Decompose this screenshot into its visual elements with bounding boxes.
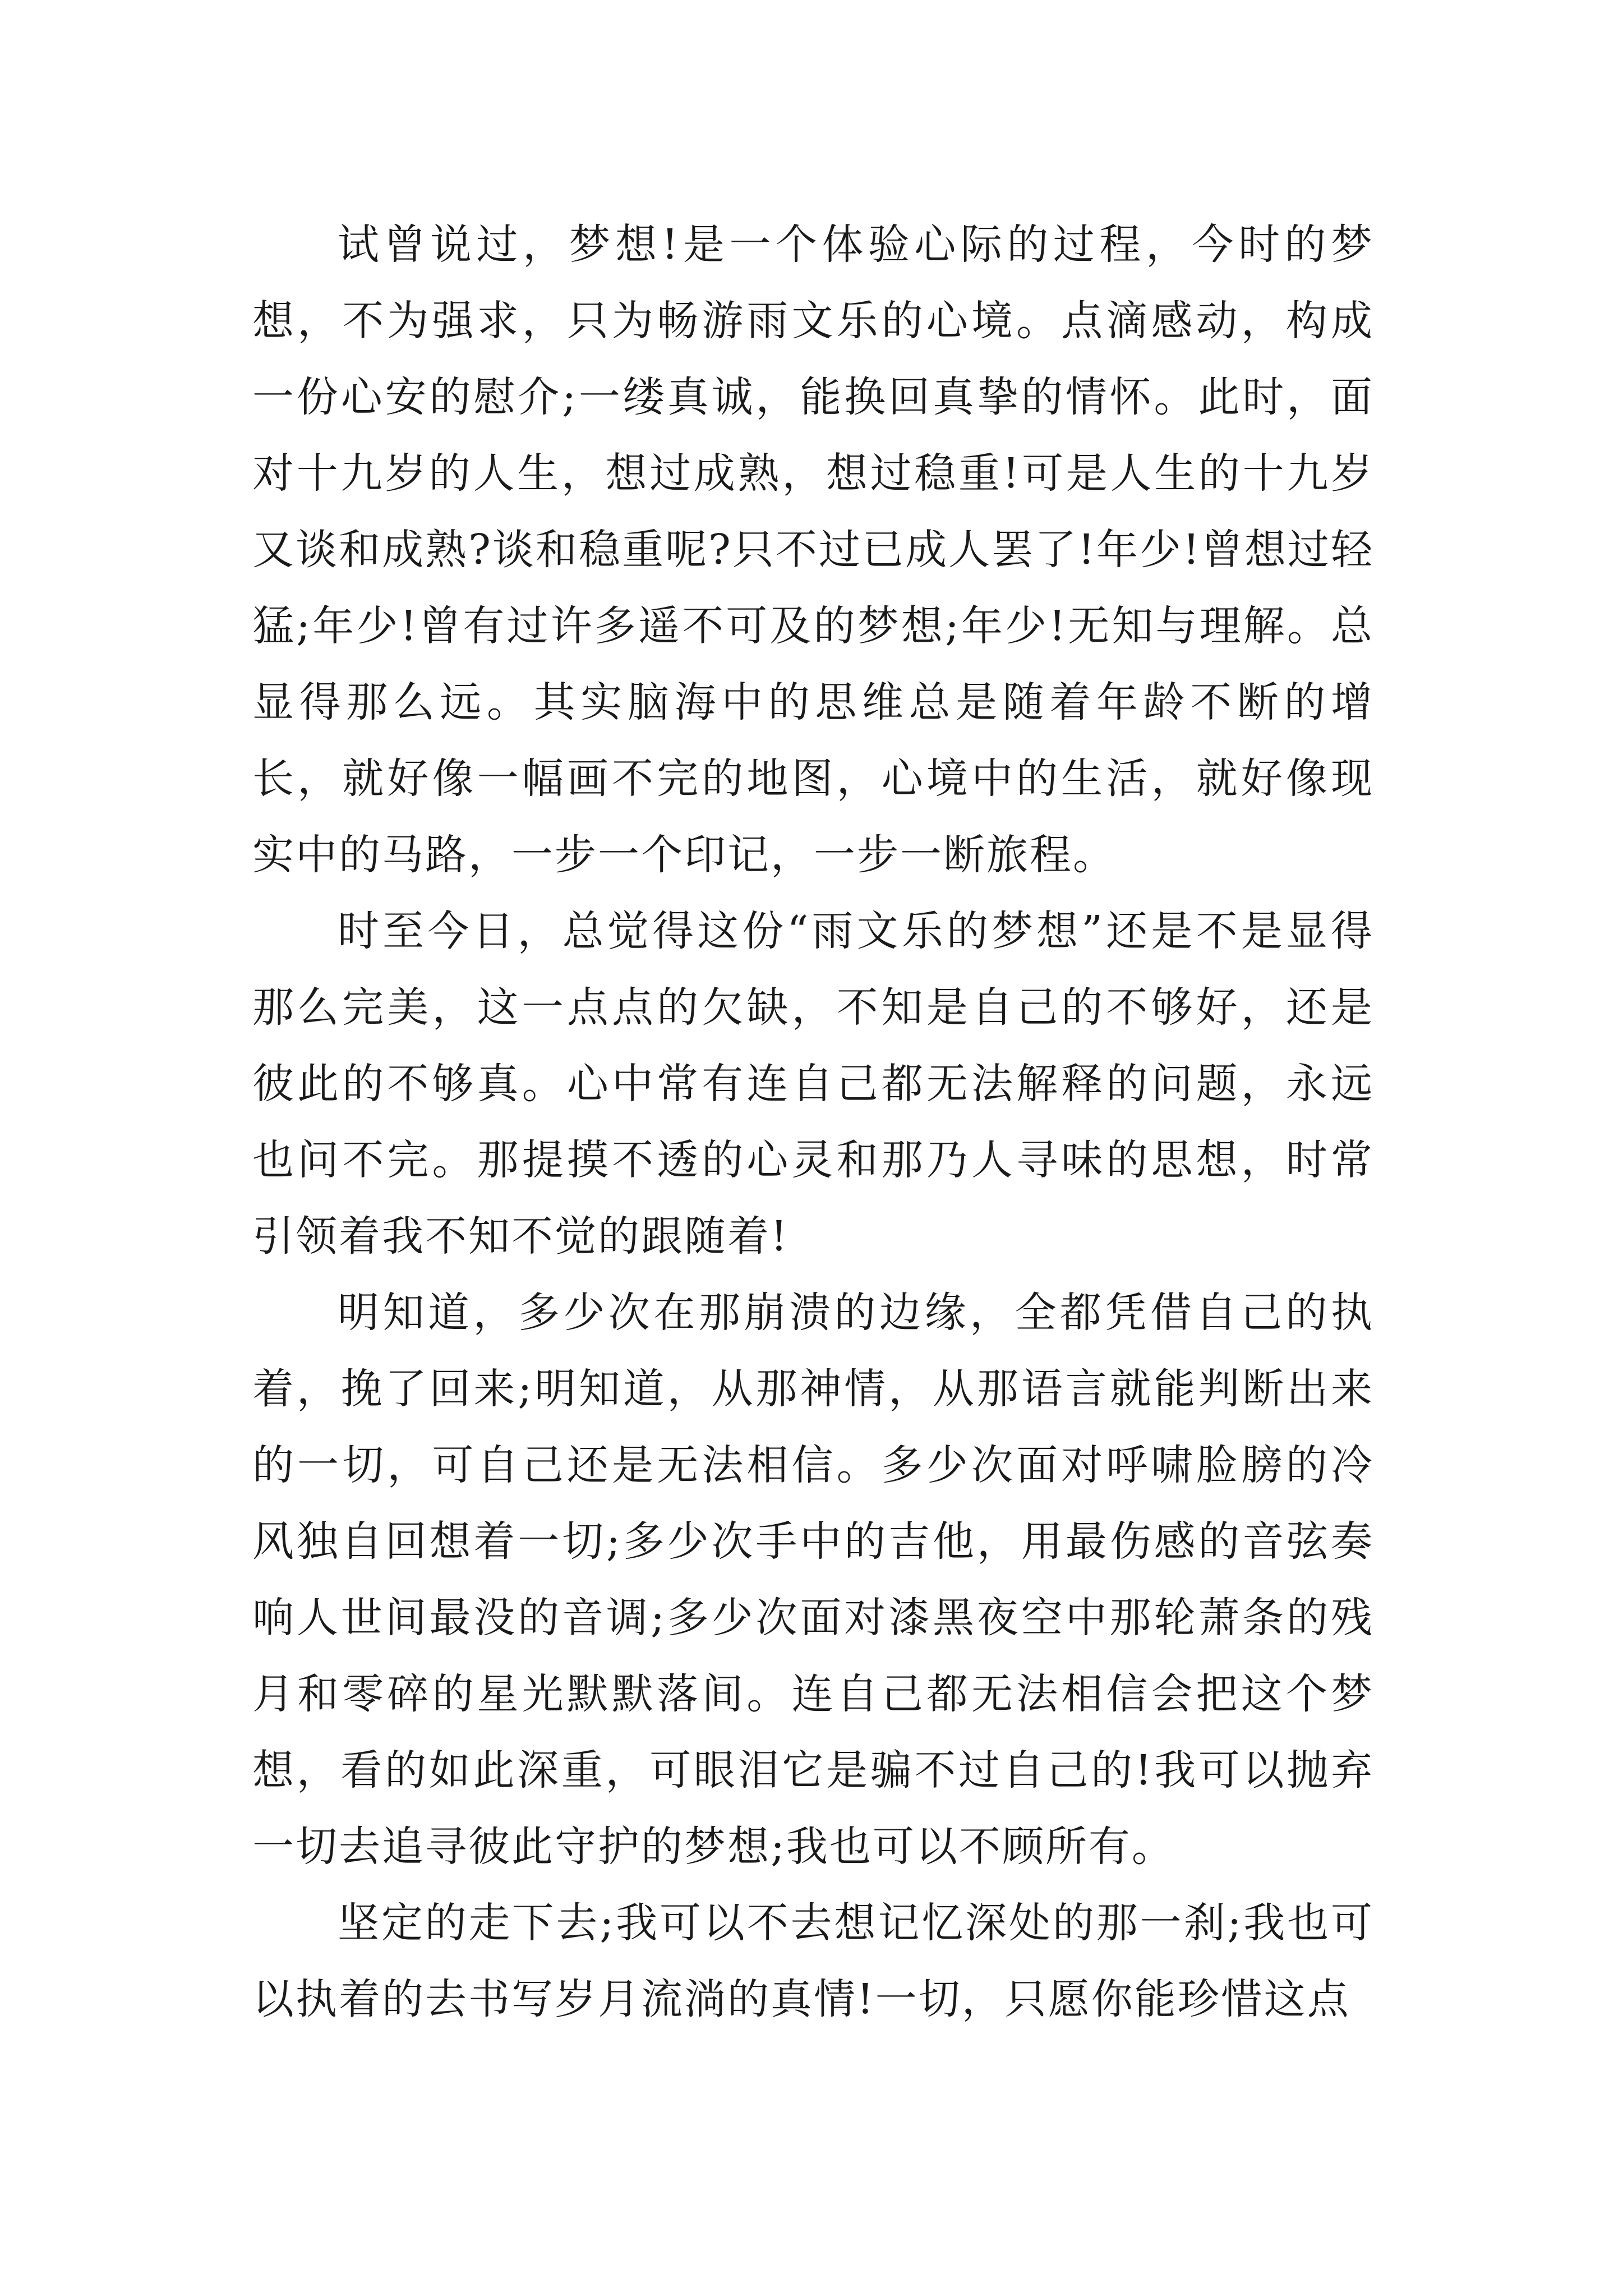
paragraph-4: 坚定的走下去;我可以不去想记忆深处的那一刹;我也可以执着的去书写岁月流淌的真情!一切，只愿你能珍惜这点 bbox=[252, 1899, 1374, 2023]
document-body bbox=[252, 206, 1374, 2037]
paragraph-1: 试曾说过，梦想!是一个体验心际的过程，今时的梦想，不为强求，只为畅游雨文乐的心境。点滴感动，构成一份心安的慰介;一缕真诚，能换回真挚的情怀。此时，面对十九岁的人生，想过成熟，想过稳重!可是人生的十九岁又谈和成熟?谈和稳重呢?只不过已成人罢了!年少!曾想过轻猛;年少!曾有过许多遥不可及的梦想;年少!无知与理解。总显得那么远。其实脑海中的思维总是随着年龄不断的增长，就好像一幅画不完的地图，心境中的生活，就好像现实中的马路，一步一个印记，一步一断旅程。 bbox=[252, 220, 1374, 879]
paragraph-3: 明知道，多少次在那崩溃的边缘，全都凭借自己的执着，挽了回来;明知道，从那神情，从那语言就能判断出来的一切，可自己还是无法相信。多少次面对呼啸脸膀的冷风独自回想着一切;多少次手中的吉他，用最伤感的音弦奏响人世间最没的音调;多少次面对漆黑夜空中那轮萧条的残月和零碎的星光默默落间。连自己都无法相信会把这个梦想，看的如此深重，可眼泪它是骗不过自己的!我可以抛弃一切去追寻彼此守护的梦想;我也可以不顾所有。 bbox=[252, 1289, 1374, 1871]
paragraph-2: 时至今日，总觉得这份“雨文乐的梦想”还是不是显得那么完美，这一点点的欠缺，不知是自己的不够好，还是彼此的不够真。心中常有连自己都无法解释的问题，永远也问不完。那提摸不透的心灵和那乃人寻味的思想，时常引领着我不知不觉的跟随着! bbox=[252, 907, 1374, 1260]
